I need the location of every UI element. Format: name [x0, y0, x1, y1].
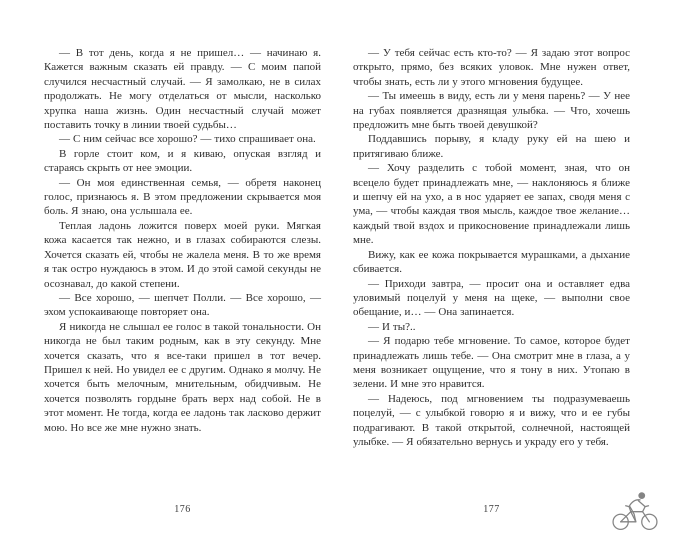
page-number-right: 177 [483, 504, 500, 515]
page-right [353, 46, 630, 539]
page-left [44, 46, 321, 539]
text-paragraph: — С ним сейчас все хорошо? — тихо спрашивает она. [59, 133, 316, 146]
book-spread [44, 46, 630, 539]
cyclist-illustration-icon [608, 487, 662, 533]
text-paragraph: В горле стоит ком, и я киваю, опуская взгляд и стараясь скрыть от нее эмоции. [44, 147, 321, 175]
text-paragraph: Поддавшись порыву, я кладу руку ей на шею и притягиваю ближе. [353, 133, 630, 160]
page-left-footer [44, 499, 321, 539]
text-paragraph: — У тебя сейчас есть кто-то? — Я задаю этот вопрос открыто, прямо, без всяких уловок. Мне нужен ответ, чтобы знать, есть ли у этого мгновения будущее. [353, 47, 630, 88]
text-paragraph: — Все хорошо, — шепчет Полли. — Все хорошо, — эхом успокаивающе повторяет она. [44, 291, 321, 319]
text-paragraph: — Приходи завтра, — просит она и оставляет едва уловимый поцелуй у меня на щеке, — выполни свое обещание, и… — Она запинается. [353, 277, 630, 319]
text-paragraph: — Он моя единственная семья, — обретя наконец голос, признаюсь я. В этом предложении скрывается моя боль. Я знаю, она услышала ее. [44, 176, 321, 218]
text-paragraph: Я никогда не слышал ее голос в такой тональности. Он никогда не был таким родным, как в эту секунду. Мне хочется сказать, что я все-таки пришел в тот вечер. Пришел к ней. Но увидел ее с другим. Однако я молчу. Не хочется быть мелочным, мнительным, обидчивым. Не хочется позволять гордыне брать верх над собой. Не в этот момент. Не тогда, когда ее ладонь так ласково держит мою. Но все же мне нужно знать. [44, 320, 321, 434]
page-left-text [44, 46, 321, 435]
text-paragraph: — И ты?.. [368, 320, 416, 333]
text-paragraph: — В тот день, когда я не пришел… — начинаю я. Кажется важным сказать ей правду. — С моим папой случился несчастный случай. — Я замолкаю, не в силах продолжать. Не могу отделаться от мысли, насколько хрупка наша жизнь. Один несчастный случай может поставить точку в линии твоей судьбы… [44, 47, 321, 132]
page-right-footer [353, 499, 630, 539]
text-paragraph: — Надеюсь, под мгновением ты подразумеваешь поцелуй, — с улыбкой говорю я и вижу, что и ее губы подрагивают. В такой открытой, солнечной, настоящей улыбке. — Я обязательно вернусь и украду его у тебя. [353, 392, 630, 448]
text-paragraph: Теплая ладонь ложится поверх моей руки. Мягкая кожа касается так нежно, и в глазах собираются слезы. Хочется сказать ей, чтобы не жалела меня. В то же время я так остро нуждаюсь в этом. И до этой самой секунды не осознавал, до какой степени. [44, 219, 321, 290]
page-right-text [353, 46, 630, 449]
text-paragraph: — Ты имеешь в виду, есть ли у меня парень? — У нее на губах появляется дразнящая улыбка. — Что, хочешь предложить мне быть твоей девушкой? [353, 90, 630, 132]
text-paragraph: — Я подарю тебе мгновение. То самое, которое будет принадлежать лишь тебе. — Она смотрит мне в глаза, а у меня возникает ощущение, что я тону в них. Утопаю в зелени. И мне это нравится. [353, 335, 630, 391]
text-paragraph: Вижу, как ее кожа покрывается мурашками, а дыхание сбивается. [353, 248, 630, 276]
page-number-left: 176 [174, 504, 191, 515]
text-paragraph: — Хочу разделить с тобой момент, зная, что он всецело будет принадлежать мне, — наклоняюсь я ближе и шепчу ей на ухо, а в нос ударяет ее запах, сводя меня с ума, — чтобы каждая твоя мысль, каждое твое желание… каждый твой вздох и прикосновение принадлежали лишь мне. [353, 162, 630, 247]
